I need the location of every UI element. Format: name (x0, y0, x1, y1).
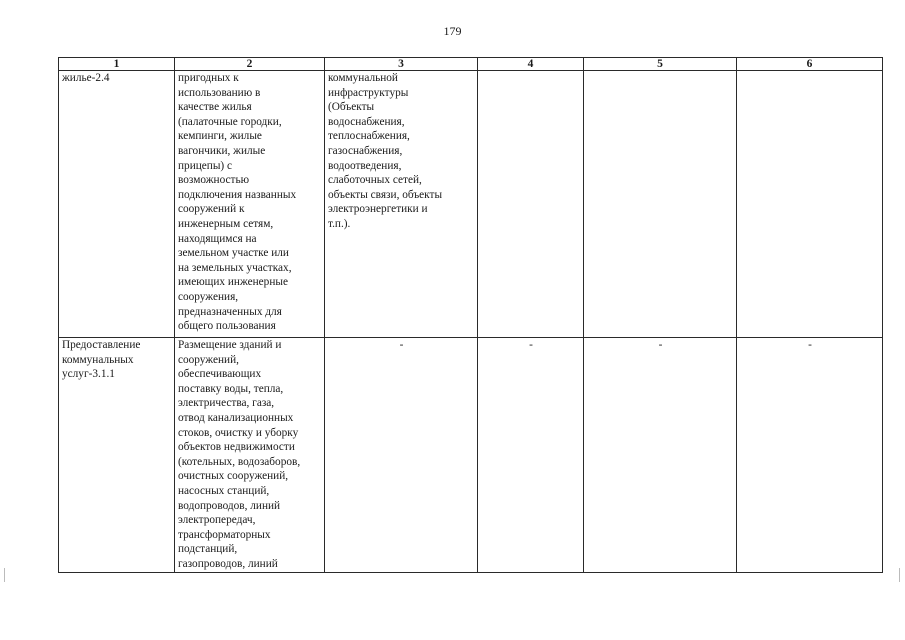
cell-col-6 (737, 71, 883, 338)
cell-col-6: - (737, 338, 883, 573)
cell-land-use-name: жилье-2.4 (59, 71, 175, 338)
table-row (59, 338, 883, 573)
header-col-4: 4 (478, 58, 584, 71)
page-number: 179 (443, 24, 462, 38)
cell-infrastructure: коммунальной инфраструктуры (Объекты водоснабжения, теплоснабжения, газоснабжения, водоотведения, слаботочных сетей, объекты связи, объекты электроэнергетики и т.п.). (325, 71, 478, 338)
cell-description: пригодных к использованию в качестве жилья (палаточные городки, кемпинги, жилые вагончики, жилые прицепы) с возможностью подключения названных сооружений к инженерным сетям, находящимся на земельном участке или на земельных участках, имеющих инженерные сооружения, предназначенных для общего пользования (175, 71, 325, 338)
cell-col-3: - (325, 338, 478, 573)
regulations-table (58, 57, 883, 573)
cell-col-4: - (478, 338, 584, 573)
scan-edge-mark-left (4, 568, 5, 582)
cell-col-4 (478, 71, 584, 338)
header-col-2: 2 (175, 58, 325, 71)
header-col-5: 5 (584, 58, 737, 71)
cell-col-5: - (584, 338, 737, 573)
cell-land-use-name: Предоставление коммунальных услуг-3.1.1 (59, 338, 175, 573)
header-row (59, 58, 883, 71)
header-col-6: 6 (737, 58, 883, 71)
scan-edge-mark-right (899, 568, 900, 582)
header-col-1: 1 (59, 58, 175, 71)
cell-description: Размещение зданий и сооружений, обеспечивающих поставку воды, тепла, электричества, газа, отвод канализационных стоков, очистку и уборку объектов недвижимости (котельных, водозаборов, очистных сооружений, насосных станций, водопроводов, линий электропередач, трансформаторных подстанций, газопроводов, линий (175, 338, 325, 573)
cell-col-5 (584, 71, 737, 338)
table-row (59, 71, 883, 338)
header-col-3: 3 (325, 58, 478, 71)
